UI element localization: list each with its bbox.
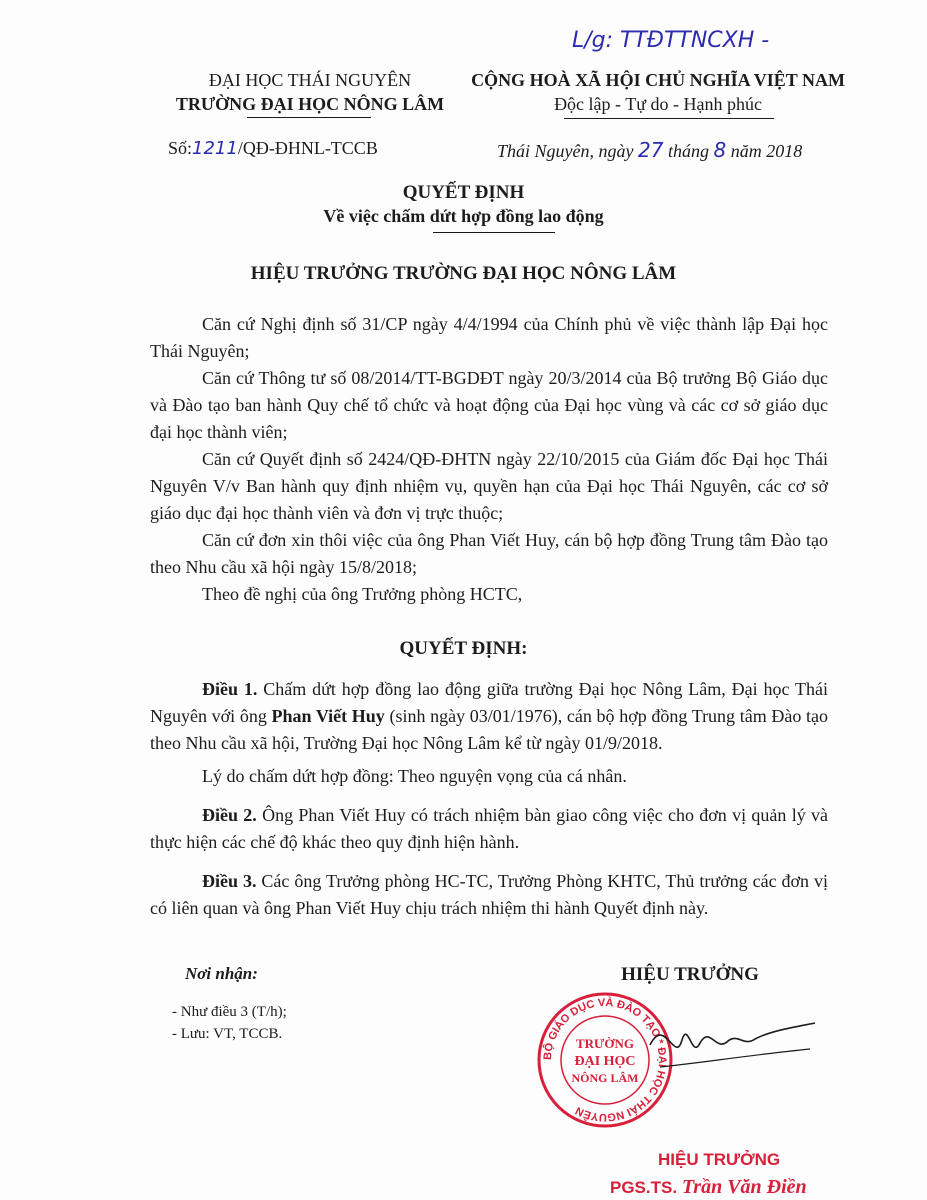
preamble-item: Căn cứ Thông tư số 08/2014/TT-BGDĐT ngày 20/3/2014 của Bộ trưởng Bộ Giáo dục và Đào tạo ban hành Quy chế tổ chức và hoạt động của Đại học vùng và các cơ sở giáo dục đại học thành viên; — [150, 368, 828, 442]
seal-line1: TRƯỜNG — [575, 1036, 635, 1051]
doc-subtitle: Về việc chấm dứt hợp đồng lao động — [323, 206, 604, 226]
header-right-line2: Độc lập - Tự do - Hạnh phúc — [554, 94, 762, 114]
header-right-line1: CỘNG HOÀ XÃ HỘI CHỦ NGHĨA VIỆT NAM — [471, 70, 845, 90]
header-right — [448, 68, 868, 116]
recipients-title: Nơi nhận: — [185, 964, 258, 983]
date-month: 8 — [713, 138, 727, 162]
signer-stamp-title: HIỆU TRƯỞNG — [658, 1150, 781, 1169]
doc-number-suffix: /QĐ-ĐHNL-TCCB — [237, 138, 378, 158]
article-3 — [150, 868, 828, 922]
article-3-text: Các ông Trưởng phòng HC-TC, Trưởng Phòng KHTC, Thủ trưởng các đơn vị có liên quan và ông Phan Viết Huy chịu trách nhiệm thi hành Quyết định này. — [150, 871, 828, 918]
date-place: Thái Nguyên, ngày — [497, 141, 634, 161]
article-2-text: Ông Phan Viết Huy có trách nhiệm bàn giao công việc cho đơn vị quản lý và thực hiện các chế độ khác theo quy định hiện hành. — [150, 805, 828, 852]
article-1-text-a: Chấm dứt hợp đồng lao động giữa trường Đại học Nông Lâm, Đại học Thái Nguyên với ông — [150, 679, 828, 726]
seal-line3: NÔNG LÂM — [571, 1071, 639, 1085]
doc-title: QUYẾT ĐỊNH — [402, 182, 525, 203]
article-2-label: Điều 2. — [202, 805, 257, 825]
article-2 — [150, 802, 828, 856]
signature — [620, 1005, 820, 1075]
article-1-text-b: (sinh ngày 03/01/1976), cán bộ hợp đồng Trung tâm Đào tạo theo Nhu cầu xã hội, Trường Đại học Nông Lâm kể từ ngày 01/9/2018. — [150, 706, 828, 753]
header-left-divider — [247, 117, 371, 118]
preamble-item: Căn cứ Nghị định số 31/CP ngày 4/4/1994 của Chính phủ về việc thành lập Đại học Thái Nguyên; — [150, 314, 828, 361]
preamble-item: Căn cứ đơn xin thôi việc của ông Phan Viết Huy, cán bộ hợp đồng Trung tâm Đào tạo theo Nhu cầu xã hội ngày 15/8/2018; — [150, 530, 828, 577]
date-day: 27 — [638, 138, 664, 162]
doc-number-handwritten: 1211 — [192, 138, 238, 159]
header-right-divider — [564, 118, 774, 119]
preamble-item: Căn cứ Quyết định số 2424/QĐ-ĐHTN ngày 22/10/2015 của Giám đốc Đại học Thái Nguyên V/v Ban hành quy định nhiệm vụ, quyền hạn của Đại học Thái Nguyên, các cơ sở giáo dục đại học thành viên và đơn vị trực thuộc; — [150, 449, 828, 523]
recipient-item: - Lưu: VT, TCCB. — [172, 1026, 283, 1042]
signer-name: Trần Văn Điền — [681, 1176, 807, 1198]
header-left-line1: ĐẠI HỌC THÁI NGUYÊN — [208, 70, 412, 90]
article-3-label: Điều 3. — [202, 871, 257, 891]
doc-date — [497, 138, 802, 162]
signer-title: HIỆU TRƯỞNG — [621, 964, 759, 985]
signer-prefix: PGS.TS. — [610, 1178, 678, 1197]
recipient-item: - Như điều 3 (T/h); — [172, 1004, 287, 1020]
header-left — [130, 68, 490, 116]
signer-name-line — [610, 1176, 807, 1199]
subtitle-divider — [433, 232, 555, 233]
seal-line2: ĐẠI HỌC — [574, 1054, 636, 1069]
seal-ring-text: BỘ GIÁO DỤC VÀ ĐÀO TẠO * ĐẠI HỌC THÁI NGUYÊN — [541, 996, 669, 1124]
decision-heading: QUYẾT ĐỊNH: — [399, 638, 528, 659]
article-1-name: Phan Viết Huy — [271, 706, 385, 726]
preamble-item: Theo đề nghị của ông Trưởng phòng HCTC, — [202, 584, 523, 604]
article-1-reason: Lý do chấm dứt hợp đồng: Theo nguyện vọng của cá nhân. — [202, 766, 627, 786]
date-month-label: tháng — [667, 141, 709, 161]
article-1 — [150, 676, 828, 757]
handwritten-note: L/g: TTĐTTNCXH - — [572, 28, 770, 53]
doc-number-prefix: Số: — [168, 138, 193, 158]
authority-heading: HIỆU TRƯỞNG TRƯỜNG ĐẠI HỌC NÔNG LÂM — [250, 263, 677, 284]
article-1-label: Điều 1. — [202, 679, 258, 699]
doc-number — [168, 138, 378, 159]
preamble — [150, 311, 828, 608]
articles — [150, 676, 828, 922]
header-left-line2: TRƯỜNG ĐẠI HỌC NÔNG LÂM — [175, 94, 445, 114]
date-year: năm 2018 — [730, 141, 803, 161]
